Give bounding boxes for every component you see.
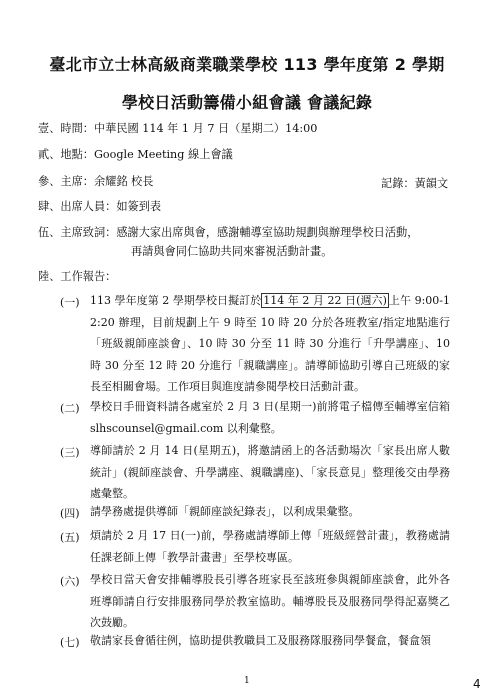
meeting-recorder: 記錄：黃韻文: [381, 177, 449, 190]
chair-speech-line1: 伍、主席致詞：感謝大家出席與會，感謝輔導室協助規劃與辦理學校日活動，: [38, 226, 419, 239]
meeting-place: 貳、地點：Google Meeting 線上會議: [38, 148, 233, 161]
item-number: (六): [60, 575, 80, 588]
item-number: (四): [60, 507, 80, 520]
report-item-7: 敬請家長會循往例，協助提供教職員工及服務隊服務同學餐盒，餐盒領: [90, 634, 431, 647]
chair-speech-line2: 再請與會同仁協助共同來審視活動計畫。: [131, 245, 333, 258]
report-item-2: 學校日手冊資料請各處室於 2 月 3 日(星期一)前將電子檔傳至輔導室信箱 slhscounsel@gmail.com 以利彙整。: [90, 400, 450, 435]
item-number: (三): [60, 446, 80, 459]
report-item-1: [90, 290, 450, 398]
document-title: 臺北市立士林高級商業職業學校 113 學年度第 2 學期: [49, 55, 445, 74]
item-text-before: 113 學年度第 2 學期學校日擬訂於: [90, 294, 262, 307]
corner-page-number: 4: [473, 677, 481, 691]
item-text-after: 上午 9:00-12:20 辦理，目前規劃上午 9 時至 10 時 20 分於各班教室/指定地點進行「班級親師座談會」、10 時 30 分至 11 時 30 分進行「升學講座」、10 時 30 分至 12 時 20 分進行「親職講座」。請導師協助引導自己班級的家長至相關會場。工作項目與進度請參閱學校日活動計畫。: [90, 294, 450, 394]
report-item-6: 學校日當天會安排輔導股長引導各班家長至該班參與親師座談會，此外各班導師請自行安排服務同學於教室協助。輔導股長及服務同學得記嘉獎乙次鼓勵。: [90, 573, 450, 630]
item-number: (七): [60, 636, 80, 649]
meeting-time: 壹、時間：中華民國 114 年 1 月 7 日（星期二）14:00: [38, 122, 318, 135]
document-subtitle: 學校日活動籌備小組會議 會議紀錄: [121, 93, 373, 112]
meeting-chair: 參、主席：余耀銘 校長: [38, 175, 154, 188]
highlighted-date: 114 年 2 月 22 日(週六): [263, 294, 387, 307]
report-item-3: 導師請於 2 月 14 日(星期五)，將邀請函上的各活動場次「家長出席人數統計」(親師座談會、升學講座、親職講座)、「家長意見」整理後交由學務處彙整。: [90, 444, 450, 501]
page-number: 1: [244, 676, 250, 686]
item-number: (一): [60, 296, 80, 309]
item-number: (二): [60, 402, 80, 415]
meeting-attendees: 肆、出席人員：如簽到表: [38, 200, 162, 213]
report-item-4: 請學務處提供導師「親師座談紀錄表」，以利成果彙整。: [90, 505, 360, 518]
report-heading: 陸、工作報告：: [38, 270, 117, 283]
report-item-5: 煩請於 2 月 17 日(一)前，學務處請導師上傳「班級經營計畫」，教務處請任課老師上傳「教學計畫書」至學校專區。: [90, 529, 450, 564]
item-number: (五): [60, 531, 80, 544]
